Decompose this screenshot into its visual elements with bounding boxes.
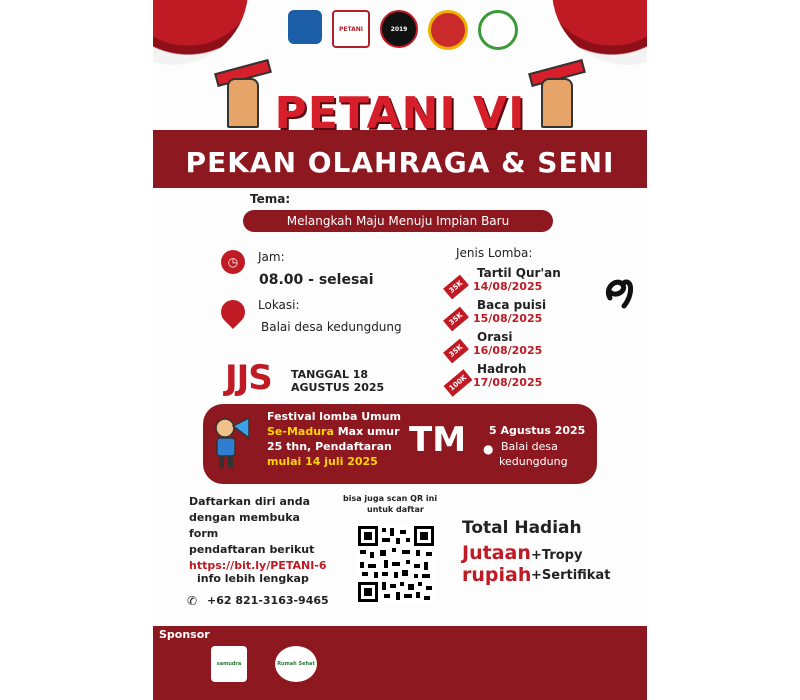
prize-rupiah: rupiah bbox=[462, 564, 532, 586]
festival-line2 bbox=[267, 425, 400, 438]
lomba-date: 16/08/2025 bbox=[473, 344, 543, 357]
lokasi-label: Lokasi: bbox=[258, 298, 300, 312]
lomba-date: 14/08/2025 bbox=[473, 280, 543, 293]
prize-jutaan: Jutaan bbox=[462, 542, 531, 564]
lomba-date: 15/08/2025 bbox=[473, 312, 543, 325]
tm-date: 5 Agustus 2025 bbox=[489, 424, 586, 437]
lomba-label: Jenis Lomba: bbox=[456, 246, 533, 260]
decorative-circle-right bbox=[552, 0, 647, 65]
prize-sertifikat: +Sertifikat bbox=[531, 568, 611, 583]
jam-value: 08.00 - selesai bbox=[259, 272, 374, 288]
clock-icon: ◷ bbox=[221, 250, 245, 274]
prize-money bbox=[462, 542, 531, 586]
phone-number[interactable]: +62 821-3163-9465 bbox=[207, 594, 329, 607]
event-poster bbox=[153, 0, 647, 700]
festival-line3: 25 thn, Pendaftaran bbox=[267, 440, 392, 453]
megaphone-kid-icon bbox=[211, 414, 253, 470]
tm-place2: kedungdung bbox=[499, 455, 568, 468]
tm-label: TM bbox=[409, 420, 467, 460]
jjs-date-line2: AGUSTUS 2025 bbox=[291, 381, 385, 394]
petani-logo: PETANI bbox=[332, 10, 370, 48]
register-link[interactable]: https://bit.ly/PETANI-6 bbox=[189, 559, 327, 572]
logo-row bbox=[288, 10, 518, 50]
register-line3: pendaftaran berikut bbox=[189, 543, 315, 556]
tema-value: Melangkah Maju Menuju Impian Baru bbox=[243, 210, 553, 232]
price-tag: 35K bbox=[443, 339, 469, 364]
lomba-name: Hadroh bbox=[477, 362, 527, 376]
lomba-name: Orasi bbox=[477, 330, 513, 344]
prize-extra bbox=[531, 546, 610, 586]
qr-caption1: bisa juga scan QR ini bbox=[343, 494, 438, 503]
register-info bbox=[189, 494, 329, 574]
event-title: PETANI VI bbox=[274, 88, 526, 139]
pin-small-icon: ● bbox=[483, 442, 494, 456]
price-tag: 35K bbox=[443, 275, 469, 300]
tema-label: Tema: bbox=[250, 192, 291, 206]
register-line1: Daftarkan diri anda bbox=[189, 495, 311, 508]
jam-label: Jam: bbox=[258, 250, 285, 264]
register-line2: dengan membuka form bbox=[189, 511, 300, 540]
location-pin-icon bbox=[216, 295, 250, 329]
festival-line4: mulai 14 juli 2025 bbox=[267, 455, 378, 468]
jjs-label: JJS bbox=[225, 358, 272, 398]
kabupaten-logo bbox=[288, 10, 322, 44]
circle-logo-2019: 2019 bbox=[380, 10, 418, 48]
festival-line2-rest: Max umur bbox=[333, 425, 400, 438]
organisation-logo bbox=[428, 10, 468, 50]
lomba-name: Baca puisi bbox=[477, 298, 547, 312]
price-tag: 100K bbox=[444, 369, 473, 396]
sponsor-label: Sponsor bbox=[159, 628, 210, 641]
whatsapp-icon: ✆ bbox=[187, 594, 198, 608]
festival-highlight: Se-Madura bbox=[267, 425, 334, 438]
lokasi-value: Balai desa kedungdung bbox=[261, 320, 402, 334]
festival-line1: Festival lomba Umum bbox=[267, 410, 401, 423]
green-logo bbox=[478, 10, 518, 50]
info-label: info lebih lengkap bbox=[197, 572, 309, 585]
tm-place1: Balai desa bbox=[501, 440, 558, 453]
jjs-date-line1: TANGGAL 18 bbox=[291, 368, 369, 381]
prize-tropy: +Tropy bbox=[531, 548, 583, 563]
prize-title: Total Hadiah bbox=[462, 518, 582, 538]
lomba-date: 17/08/2025 bbox=[473, 376, 543, 389]
sponsor-logo-rumah-sehat: Rumah Sehat bbox=[275, 646, 317, 682]
qr-caption2: untuk daftar bbox=[367, 505, 424, 514]
decorative-circle-left bbox=[153, 0, 248, 65]
event-subtitle: PEKAN OLAHRAGA & SENI bbox=[185, 146, 615, 179]
sponsor-logo-samudra: samudra bbox=[211, 646, 247, 682]
price-tag: 35K bbox=[443, 307, 469, 332]
qr-code-icon[interactable] bbox=[356, 524, 436, 604]
curl-decoration-icon bbox=[602, 270, 636, 314]
lomba-name: Tartil Qur'an bbox=[477, 266, 561, 280]
